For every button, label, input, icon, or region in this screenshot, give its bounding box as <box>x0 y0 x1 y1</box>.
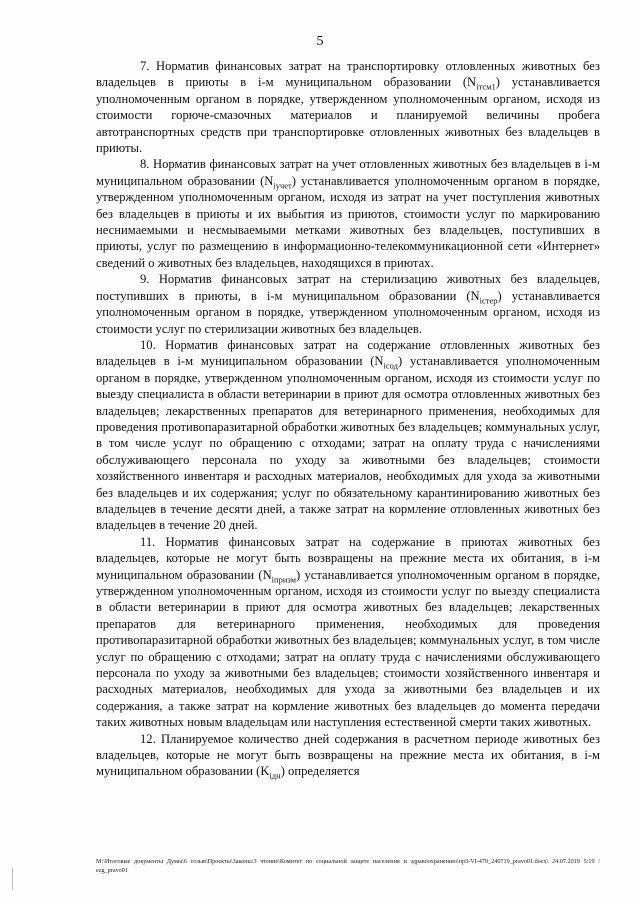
paragraph-10 <box>96 337 600 534</box>
paragraph-9-text-end: ) устанавливается уполномоченным органом в порядке, утвержденном уполномоченным органом, исходя из стоимости услуг по стерилизации животных без владельцев. <box>96 288 601 336</box>
file-path-footer: M:\Итоговые документы Думы\6 созыв\Проекты\Законы\3 чтение\Комитет по социальной защите населения и здравоохранению\пр3-VI-470_240719_pravo01.docx\ 24.07.2019 5:19 / ezg_pravo01 <box>96 858 600 874</box>
paragraph-11-text-end: ) устанавливается уполномоченным органом в порядке, утвержденном уполномоченным органом, исходя из стоимости услуг по выезду специалиста в области ветеринарии в приют для осмотра животных без владельцев; лекарственных препаратов для ветеринарного применения, необходимых для проведения противопаразитарной обработки животных без владельцев; коммунальных услуг, в том числе услуг по обращению с отходами; затрат на оплату труда с начислениями обслуживающего персонала по уходу за животными без владельцев; стоимости хозяйственного инвентаря и расходных материалов, необходимых для ухода за животными без владельцев и их содержания, а также затрат на кормление животных без владельцев до момента передачи таких животных новым владельцам или наступления естественной смерти таких животных. <box>96 567 600 730</box>
paragraph-10-subscript: iсод <box>383 360 398 371</box>
paragraph-10-text-start: 10. Норматив финансовых затрат на содержание отловленных животных без владельцев в i-м муниципальном образовании (N <box>96 337 600 369</box>
page-number: 5 <box>316 34 324 49</box>
paragraph-7-subscript: iтсм1 <box>476 81 496 92</box>
paragraph-7-text-end: ) устанавливается уполномоченным органом в порядке, утвержденном уполномоченным органом, исходя из стоимости горюче-смазочных материалов и планируемой величины пробега автотранспортных средств при транспортировке отловленных животных без владельцев в приюты. <box>96 75 600 156</box>
paragraph-11 <box>96 534 600 731</box>
paragraph-7 <box>96 58 600 156</box>
scan-margin-mark <box>12 868 13 890</box>
paragraph-8-subscript: iучет <box>273 180 292 191</box>
paragraph-12-text-end: ) определяется <box>280 764 360 779</box>
paragraph-8-text-start: 8. Норматив финансовых затрат на учет отловленных животных без владельцев в i-м муниципальном образовании (N <box>96 157 600 188</box>
paragraph-9-subscript: iстер <box>479 295 498 306</box>
paragraph-10-text-end: ) устанавливается уполномоченным органом в порядке, утвержденном уполномоченным органом, исходя из стоимости услуг по выезду специалиста в области ветеринарии в приют для осмотра отловленных животных без владельцев; лекарственных препаратов для ветеринарного применения, необходимых для проведения противопаразитарной обработки животных без владельцев; коммунальных услуг, в том числе услуг по обращению с отходами; затрат на оплату труда с начислениями обслуживающего персонала по уходу за животными без владельцев; стоимости хозяйственного инвентаря и расходных материалов, необходимых для ухода за животными без владельцев и их содержания; услуг по обязательному карантинированию животных без владельцев в течение десяти дней, а также затрат на кормление отловленных животных без владельцев в течение 20 дней. <box>96 354 600 533</box>
paragraph-9-text-start: 9. Норматив финансовых затрат на стерилизацию животных без владельцев, поступивших в приюты, в i-м муниципальном образовании (N <box>96 272 600 303</box>
paragraph-9 <box>96 271 600 337</box>
paragraph-12-subscript: iдн <box>269 770 281 781</box>
paragraph-12 <box>96 731 600 780</box>
document-body <box>96 58 600 780</box>
paragraph-11-subscript: iпризм <box>271 574 296 585</box>
paragraph-8 <box>96 156 600 271</box>
paragraph-8-text-end: ) устанавливается уполномоченным органом в порядке, утвержденном уполномоченным органом, исходя из затрат на учет поступления животных без владельцев в приюты и их выбытия из приютов, стоимости услуг по маркированию неснимаемыми и несмываемыми метками животных без владельцев, поступивших в приюты, услуг по размещению в информационно-телекоммуникационной сети «Интернет» сведений о животных без владельцев, находящихся в приютах. <box>96 173 600 270</box>
paragraph-7-text-start: 7. Норматив финансовых затрат на транспортировку отловленных животных без владельцев в приюты в i-м муниципальном образовании (N <box>96 59 600 90</box>
paragraph-12-text-start: 12. Планируемое количество дней содержания в расчетном периоде животных без владельцев, которые не могут быть возвращены на прежние места их обитания, в i-м муниципальном образовании (K <box>96 731 600 779</box>
paragraph-11-text-start: 11. Норматив финансовых затрат на содержание в приютах животных без владельцев, которые не могут быть возвращены на прежние места их обитания, в i-м муниципальном образовании (N <box>96 534 600 582</box>
